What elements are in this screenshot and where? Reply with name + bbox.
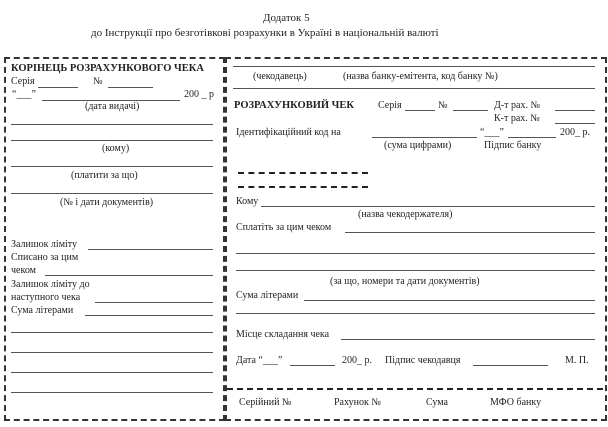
- stub-limit-next-label-2: наступного чека: [11, 292, 81, 303]
- stub-title: КОРІНЕЦЬ РОЗРАХУНКОВОГО ЧЕКА: [11, 63, 204, 74]
- check-stamp-label: М. П.: [565, 355, 589, 366]
- check-hand-over-label: Сплатіть за цим чеком: [236, 222, 332, 233]
- stub-limit-next-field[interactable]: [95, 302, 213, 303]
- check-number-label: №: [438, 100, 448, 111]
- stub-to-whom-caption: (кому): [102, 143, 130, 154]
- check-drawer-field[interactable]: [233, 66, 595, 67]
- stub-line[interactable]: [11, 372, 213, 373]
- check-series-label: Серія: [378, 100, 402, 111]
- check-footer-divider: [227, 388, 603, 390]
- check-debit-field[interactable]: [555, 110, 595, 111]
- stub-number-label: №: [93, 76, 103, 87]
- stub-line[interactable]: [11, 332, 213, 333]
- check-year: 200_ р.: [560, 127, 590, 138]
- appendix-title: Додаток 5: [263, 12, 310, 24]
- stub-pay-for-caption: (платити за що): [71, 170, 138, 181]
- stub-line[interactable]: [11, 392, 213, 393]
- check-line[interactable]: [236, 253, 595, 254]
- check-drawer-caption: (чекодавець): [253, 71, 307, 82]
- stub-year: 200 _ р: [184, 89, 214, 100]
- check-sum-digits-caption: (сума цифрами): [384, 140, 452, 151]
- stub-docs-caption: (№ і дати документів): [60, 197, 154, 208]
- check-to-whom-field[interactable]: [261, 206, 595, 207]
- check-sum-letters-field[interactable]: [304, 300, 595, 301]
- stub-line[interactable]: [11, 352, 213, 353]
- stub-sum-letters-label: Сума літерами: [11, 305, 74, 316]
- footer-mfo: МФО банку: [490, 397, 542, 408]
- check-for-what-caption: (за що, номери та дати документів): [330, 276, 480, 287]
- check-place-label: Місце складання чека: [236, 329, 330, 340]
- stub-limit-balance-label: Залишок ліміту: [11, 239, 78, 250]
- footer-sum: Сума: [426, 397, 448, 408]
- check-line[interactable]: [233, 88, 595, 89]
- footer-serial: Серійний №: [239, 397, 292, 408]
- stub-limit-balance-field[interactable]: [88, 249, 213, 250]
- check-debit-label: Д-т рах. №: [494, 100, 541, 111]
- stub-written-off-label-1: Списано за цим: [11, 252, 79, 263]
- check-place-field[interactable]: [341, 339, 595, 340]
- stub-line[interactable]: [11, 140, 213, 141]
- check-drawer-sign-field[interactable]: [473, 365, 548, 366]
- check-credit-label: К-т рах. №: [494, 113, 540, 124]
- check-number-field[interactable]: [453, 110, 488, 111]
- stub-limit-next-label-1: Залишок ліміту до: [11, 279, 90, 290]
- stub-line[interactable]: [11, 166, 213, 167]
- stub-line[interactable]: [11, 124, 213, 125]
- check-bank-caption: (назва банку-емітента, код банку №): [343, 71, 498, 82]
- appendix-subtitle: до Інструкції про безготівкові розрахунки в Україні в національній валюті: [91, 27, 439, 39]
- check-frame: [225, 57, 607, 421]
- stub-sum-letters-field[interactable]: [85, 315, 213, 316]
- check-bank-sign-caption: Підпис банку: [484, 140, 542, 151]
- stub-written-off-label-2: чеком: [11, 265, 36, 276]
- check-date-field[interactable]: [508, 137, 556, 138]
- footer-account: Рахунок №: [334, 397, 381, 408]
- stub-line[interactable]: [11, 193, 213, 194]
- check-to-whom-label: Кому: [236, 196, 259, 207]
- check-quote: “___”: [480, 127, 504, 138]
- check-date-label: Дата “___”: [236, 355, 283, 366]
- check-series-field[interactable]: [405, 110, 435, 111]
- check-line[interactable]: [236, 313, 595, 314]
- stub-number-field[interactable]: [108, 87, 153, 88]
- sum-digits-box[interactable]: [238, 186, 368, 188]
- check-id-code-field[interactable]: [372, 137, 477, 138]
- check-sum-letters-label: Сума літерами: [236, 290, 299, 301]
- stub-date-issue-caption: (дата видачі): [85, 101, 140, 112]
- stub-series-label: Серія: [11, 76, 35, 87]
- stub-written-off-field[interactable]: [45, 275, 213, 276]
- stub-series-field[interactable]: [38, 87, 78, 88]
- check-date-year: 200_ р.: [342, 355, 372, 366]
- check-holder-caption: (назва чекодержателя): [358, 209, 453, 220]
- check-id-code-label: Ідентифікаційний код на: [236, 127, 341, 138]
- sum-digits-box[interactable]: [238, 172, 368, 174]
- check-credit-field[interactable]: [555, 123, 595, 124]
- check-date-day-field[interactable]: [290, 365, 335, 366]
- check-hand-over-field[interactable]: [345, 232, 595, 233]
- check-line[interactable]: [236, 270, 595, 271]
- check-drawer-sign-label: Підпис чекодавця: [385, 355, 461, 366]
- stub-date-quote: “___”: [12, 89, 36, 100]
- check-title: РОЗРАХУНКОВИЙ ЧЕК: [234, 100, 354, 111]
